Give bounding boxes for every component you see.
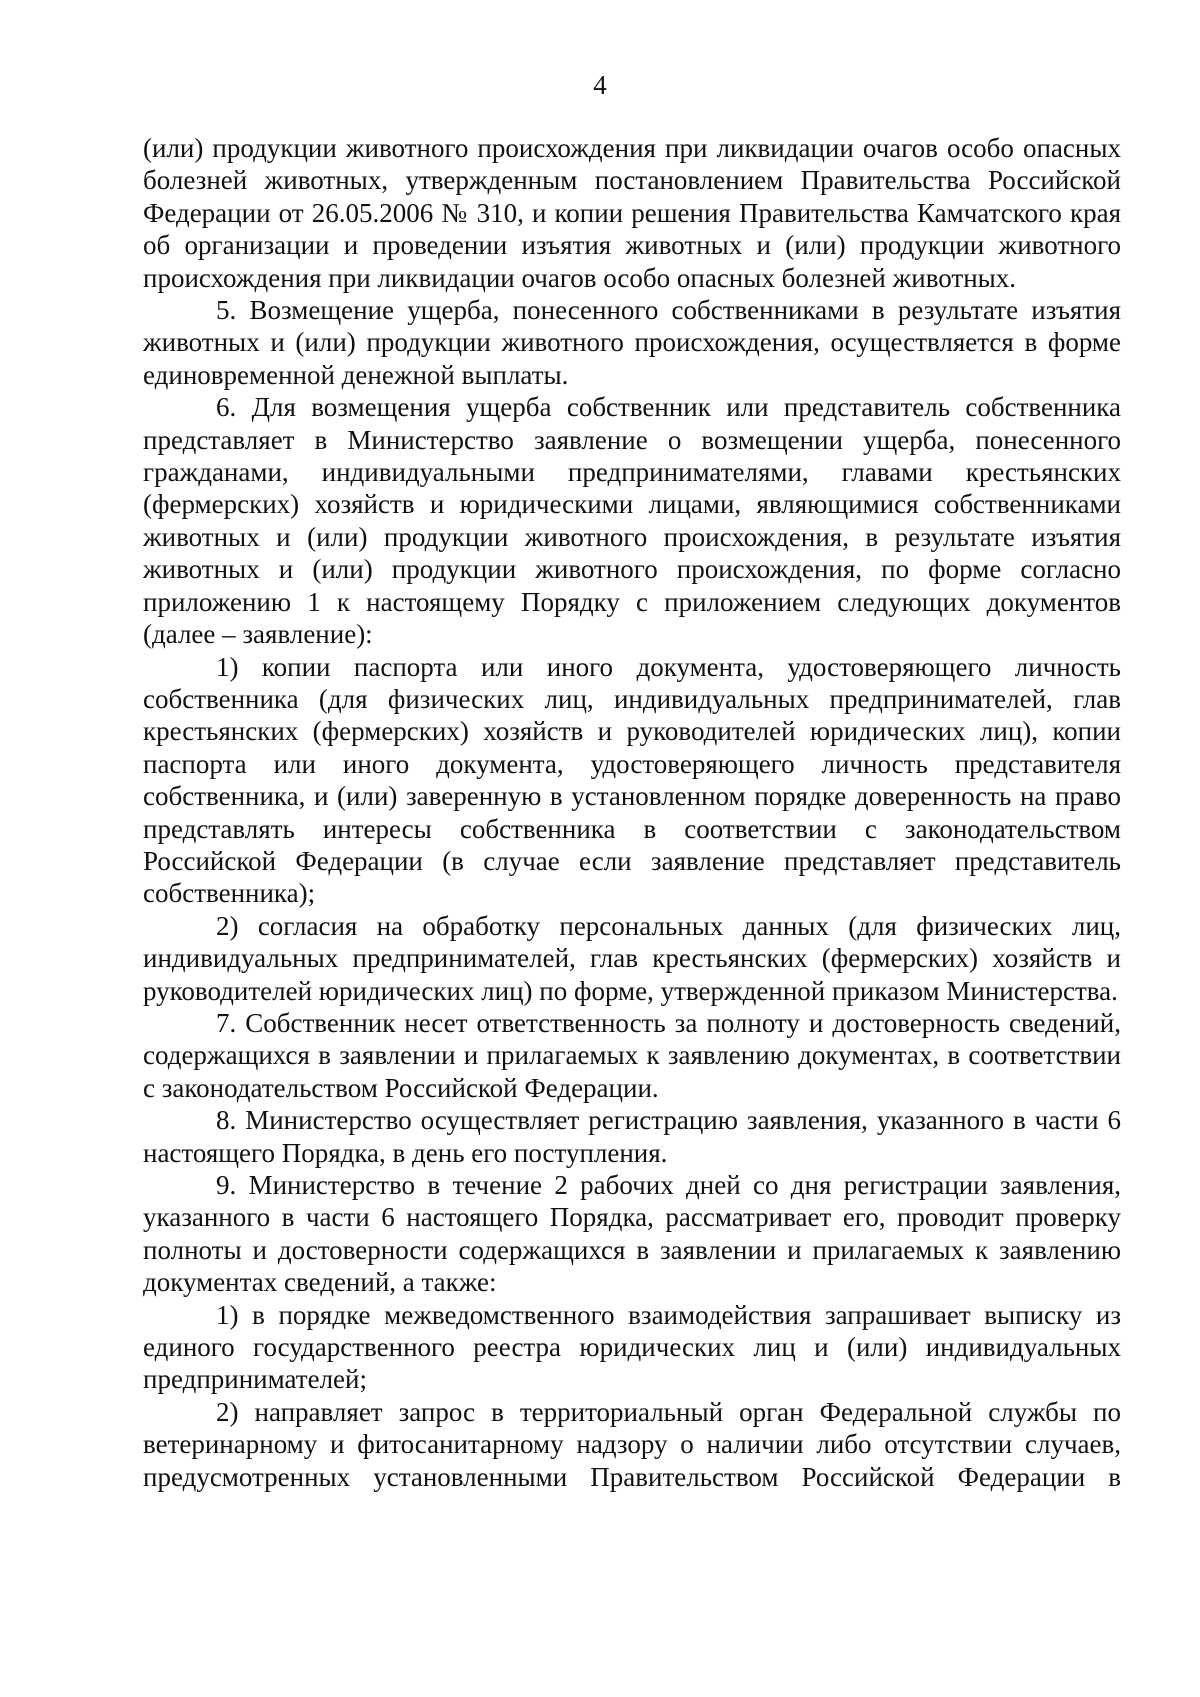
paragraph-item-7: 7. Собственник несет ответственность за полноту и достоверность сведений, содержащихся в заявлении и прилагаемых к заявлению документах, в соответствии с законодательством Российской Федерации. <box>143 1007 1121 1103</box>
paragraph-item-9-subitem-2: 2) направляет запрос в территориальный орган Федеральной службы по ветеринарному и фитосанитарному надзору о наличии либо отсутствии случаев, предусмотренных установленными Правительством Российской Федерации в <box>143 1396 1121 1492</box>
paragraph-item-5: 5. Возмещение ущерба, понесенного собственниками в результате изъятия животных и (или) продукции животного происхождения, осуществляется в форме единовременной денежной выплаты. <box>143 295 1121 390</box>
document-body <box>143 132 1121 1493</box>
paragraph-item-9-subitem-1: 1) в порядке межведомственного взаимодействия запрашивает выписку из единого государственного реестра юридических лиц и (или) индивидуальных предпринимателей; <box>143 1299 1121 1395</box>
paragraph-item-6-subitem-1: 1) копии паспорта или иного документа, удостоверяющего личность собственника (для физических лиц, индивидуальных предпринимателей, глав крестьянских (фермерских) хозяйств и руководителей юридических лиц), копии паспорта или иного документа, удостоверяющего личность представителя собственника, и (или) заверенную в установленном порядке доверенность на право представлять интересы собственника в соответствии с законодательством Российской Федерации (в случае если заявление представляет представитель собственника); <box>143 651 1121 909</box>
paragraph-item-6-subitem-2: 2) согласия на обработку персональных данных (для физических лиц, индивидуальных предпринимателей, глав крестьянских (фермерских) хозяйств и руководителей юридических лиц) по форме, утвержденной приказом Министерства. <box>143 910 1121 1006</box>
page-number: 4 <box>593 70 607 100</box>
paragraph-continuation: (или) продукции животного происхождения при ликвидации очагов особо опасных болезней животных, утвержденным постановлением Правительства Российской Федерации от 26.05.2006 № 310, и копии решения Правительства Камчатского края об организации и проведении изъятия животных и (или) продукции животного происхождения при ликвидации очагов особо опасных болезней животных. <box>143 133 1121 293</box>
paragraph-item-8: 8. Министерство осуществляет регистрацию заявления, указанного в части 6 настоящего Порядка, в день его поступления. <box>143 1105 1121 1168</box>
paragraph-item-9: 9. Министерство в течение 2 рабочих дней со дня регистрации заявления, указанного в части 6 настоящего Порядка, рассматривает его, проводит проверку полноты и достоверности содержащихся в заявлении и прилагаемых к заявлению документах сведений, а также: <box>143 1170 1121 1298</box>
paragraph-item-6: 6. Для возмещения ущерба собственник или представитель собственника представляет в Министерство заявление о возмещении ущерба, понесенного гражданами, индивидуальными предпринимателями, главами крестьянских (фермерских) хозяйств и юридическими лицами, являющимися собственниками животных и (или) продукции животного происхождения, в результате изъятия животных и (или) продукции животного происхождения, по форме согласно приложению 1 к настоящему Порядку с приложением следующих документов (далее – заявление): <box>143 392 1121 650</box>
